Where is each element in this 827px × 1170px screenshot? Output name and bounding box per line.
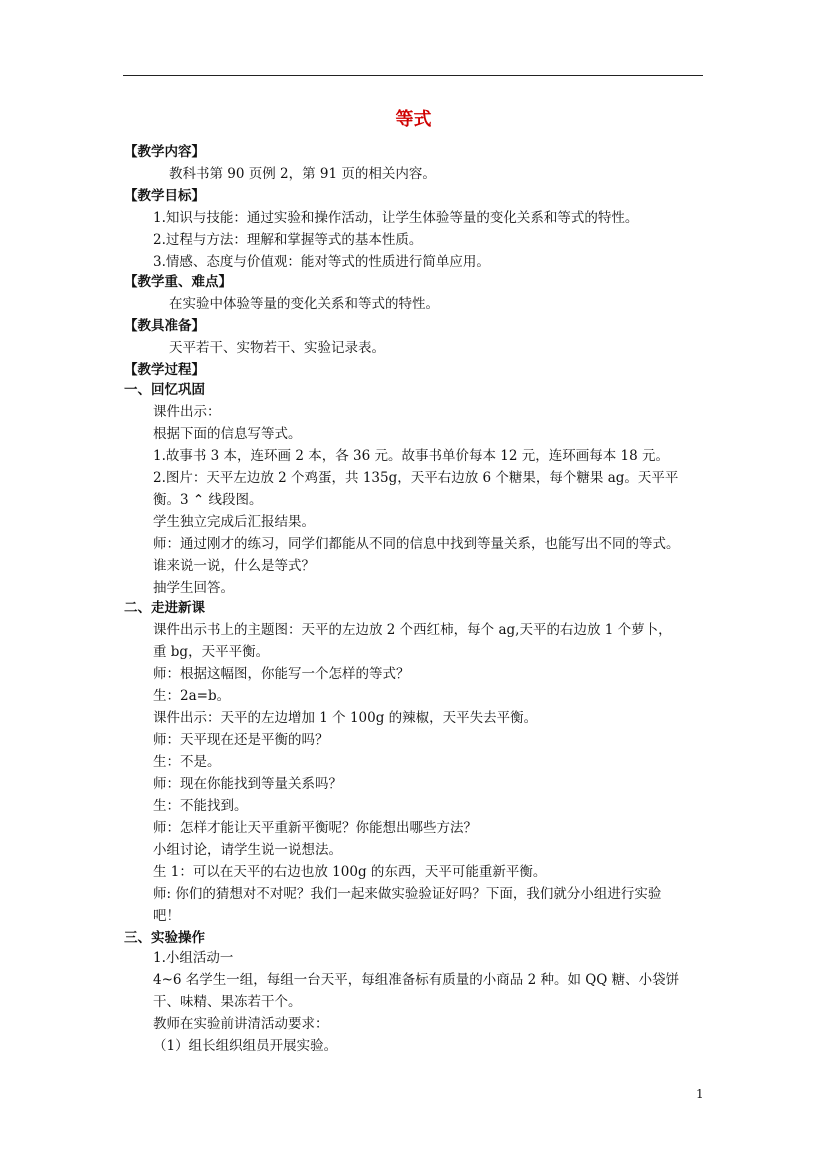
text-line: 3.情感、态度与价值观：能对等式的性质进行简单应用。 <box>153 254 490 270</box>
text-line: 2.图片：天平左边放 2 个鸡蛋，共 135g，天平右边放 6 个糖果，每个糖果 ag。天平平 <box>153 470 679 486</box>
section-heading: 一、回忆巩固 <box>124 382 205 398</box>
text-line: 师：怎样才能让天平重新平衡呢？你能想出哪些方法？ <box>153 820 477 836</box>
text-line: 抽学生回答。 <box>153 580 234 596</box>
section-heading: 【教学重、难点】 <box>124 274 232 290</box>
text-line: 重 bg，天平平衡。 <box>153 644 270 660</box>
header-rule <box>123 75 703 76</box>
text-line: 干、味精、果冻若干个。 <box>153 994 302 1010</box>
text-line: 师: 你们的猜想对不对呢？我们一起来做实验验证好吗？下面，我们就分小组进行实验 <box>153 886 662 902</box>
section-heading: 【教学过程】 <box>124 362 205 378</box>
text-line: 生 1：可以在天平的右边也放 100g 的东西，天平可能重新平衡。 <box>153 864 547 880</box>
text-line: 吧！ <box>153 908 180 924</box>
text-line: 谁来说一说，什么是等式？ <box>153 558 315 574</box>
section-heading: 【教具准备】 <box>124 318 205 334</box>
page-number: 1 <box>696 1087 704 1101</box>
section-heading: 三、实验操作 <box>124 930 205 946</box>
text-line: 生：2a=b。 <box>153 688 231 704</box>
text-line: 天平若干、实物若干、实验记录表。 <box>169 340 385 356</box>
text-line: 1.故事书 3 本，连环画 2 本，各 36 元。故事书单价每本 12 元，连环画每本 18 元。 <box>153 448 670 464</box>
text-line: 1.小组活动一 <box>153 950 234 966</box>
text-line: 4~6 名学生一组，每组一台天平，每组准备标有质量的小商品 2 种。如 QQ 糖、小袋饼 <box>153 972 680 988</box>
text-line: 师：根据这幅图，你能写一个怎样的等式？ <box>153 666 410 682</box>
text-line: 小组讨论，请学生说一说想法。 <box>153 842 342 858</box>
text-line: 1.知识与技能：通过实验和操作活动，让学生体验等量的变化关系和等式的特性。 <box>153 210 639 226</box>
section-heading: 二、走进新课 <box>124 600 205 616</box>
text-line: 在实验中体验等量的变化关系和等式的特性。 <box>169 296 439 312</box>
text-line: 课件出示： <box>153 404 221 420</box>
section-heading: 【教学内容】 <box>124 144 205 160</box>
page-title: 等式 <box>395 109 432 130</box>
text-line: 师：通过刚才的练习，同学们都能从不同的信息中找到等量关系，也能写出不同的等式。 <box>153 536 680 552</box>
text-line: 衡。3 ⌃ 线段图。 <box>153 492 263 508</box>
text-line: 生：不是。 <box>153 754 221 770</box>
text-line: 教科书第 90 页例 2，第 91 页的相关内容。 <box>169 166 436 182</box>
text-line: 课件出示：天平的左边增加 1 个 100g 的辣椒，天平失去平衡。 <box>153 710 538 726</box>
text-line: 师：天平现在还是平衡的吗？ <box>153 732 329 748</box>
section-heading: 【教学目标】 <box>124 188 205 204</box>
text-line: 师：现在你能找到等量关系吗？ <box>153 776 342 792</box>
text-line: 学生独立完成后汇报结果。 <box>153 514 315 530</box>
text-line: 2.过程与方法：理解和掌握等式的基本性质。 <box>153 232 423 248</box>
text-line: 生：不能找到。 <box>153 798 248 814</box>
text-line: 根据下面的信息写等式。 <box>153 426 302 442</box>
text-line: 教师在实验前讲清活动要求： <box>153 1016 329 1032</box>
text-line: 课件出示书上的主题图：天平的左边放 2 个西红柿，每个 ag,天平的右边放 1 个萝卜， <box>153 622 672 638</box>
text-line: （1）组长组织组员开展实验。 <box>153 1038 338 1054</box>
